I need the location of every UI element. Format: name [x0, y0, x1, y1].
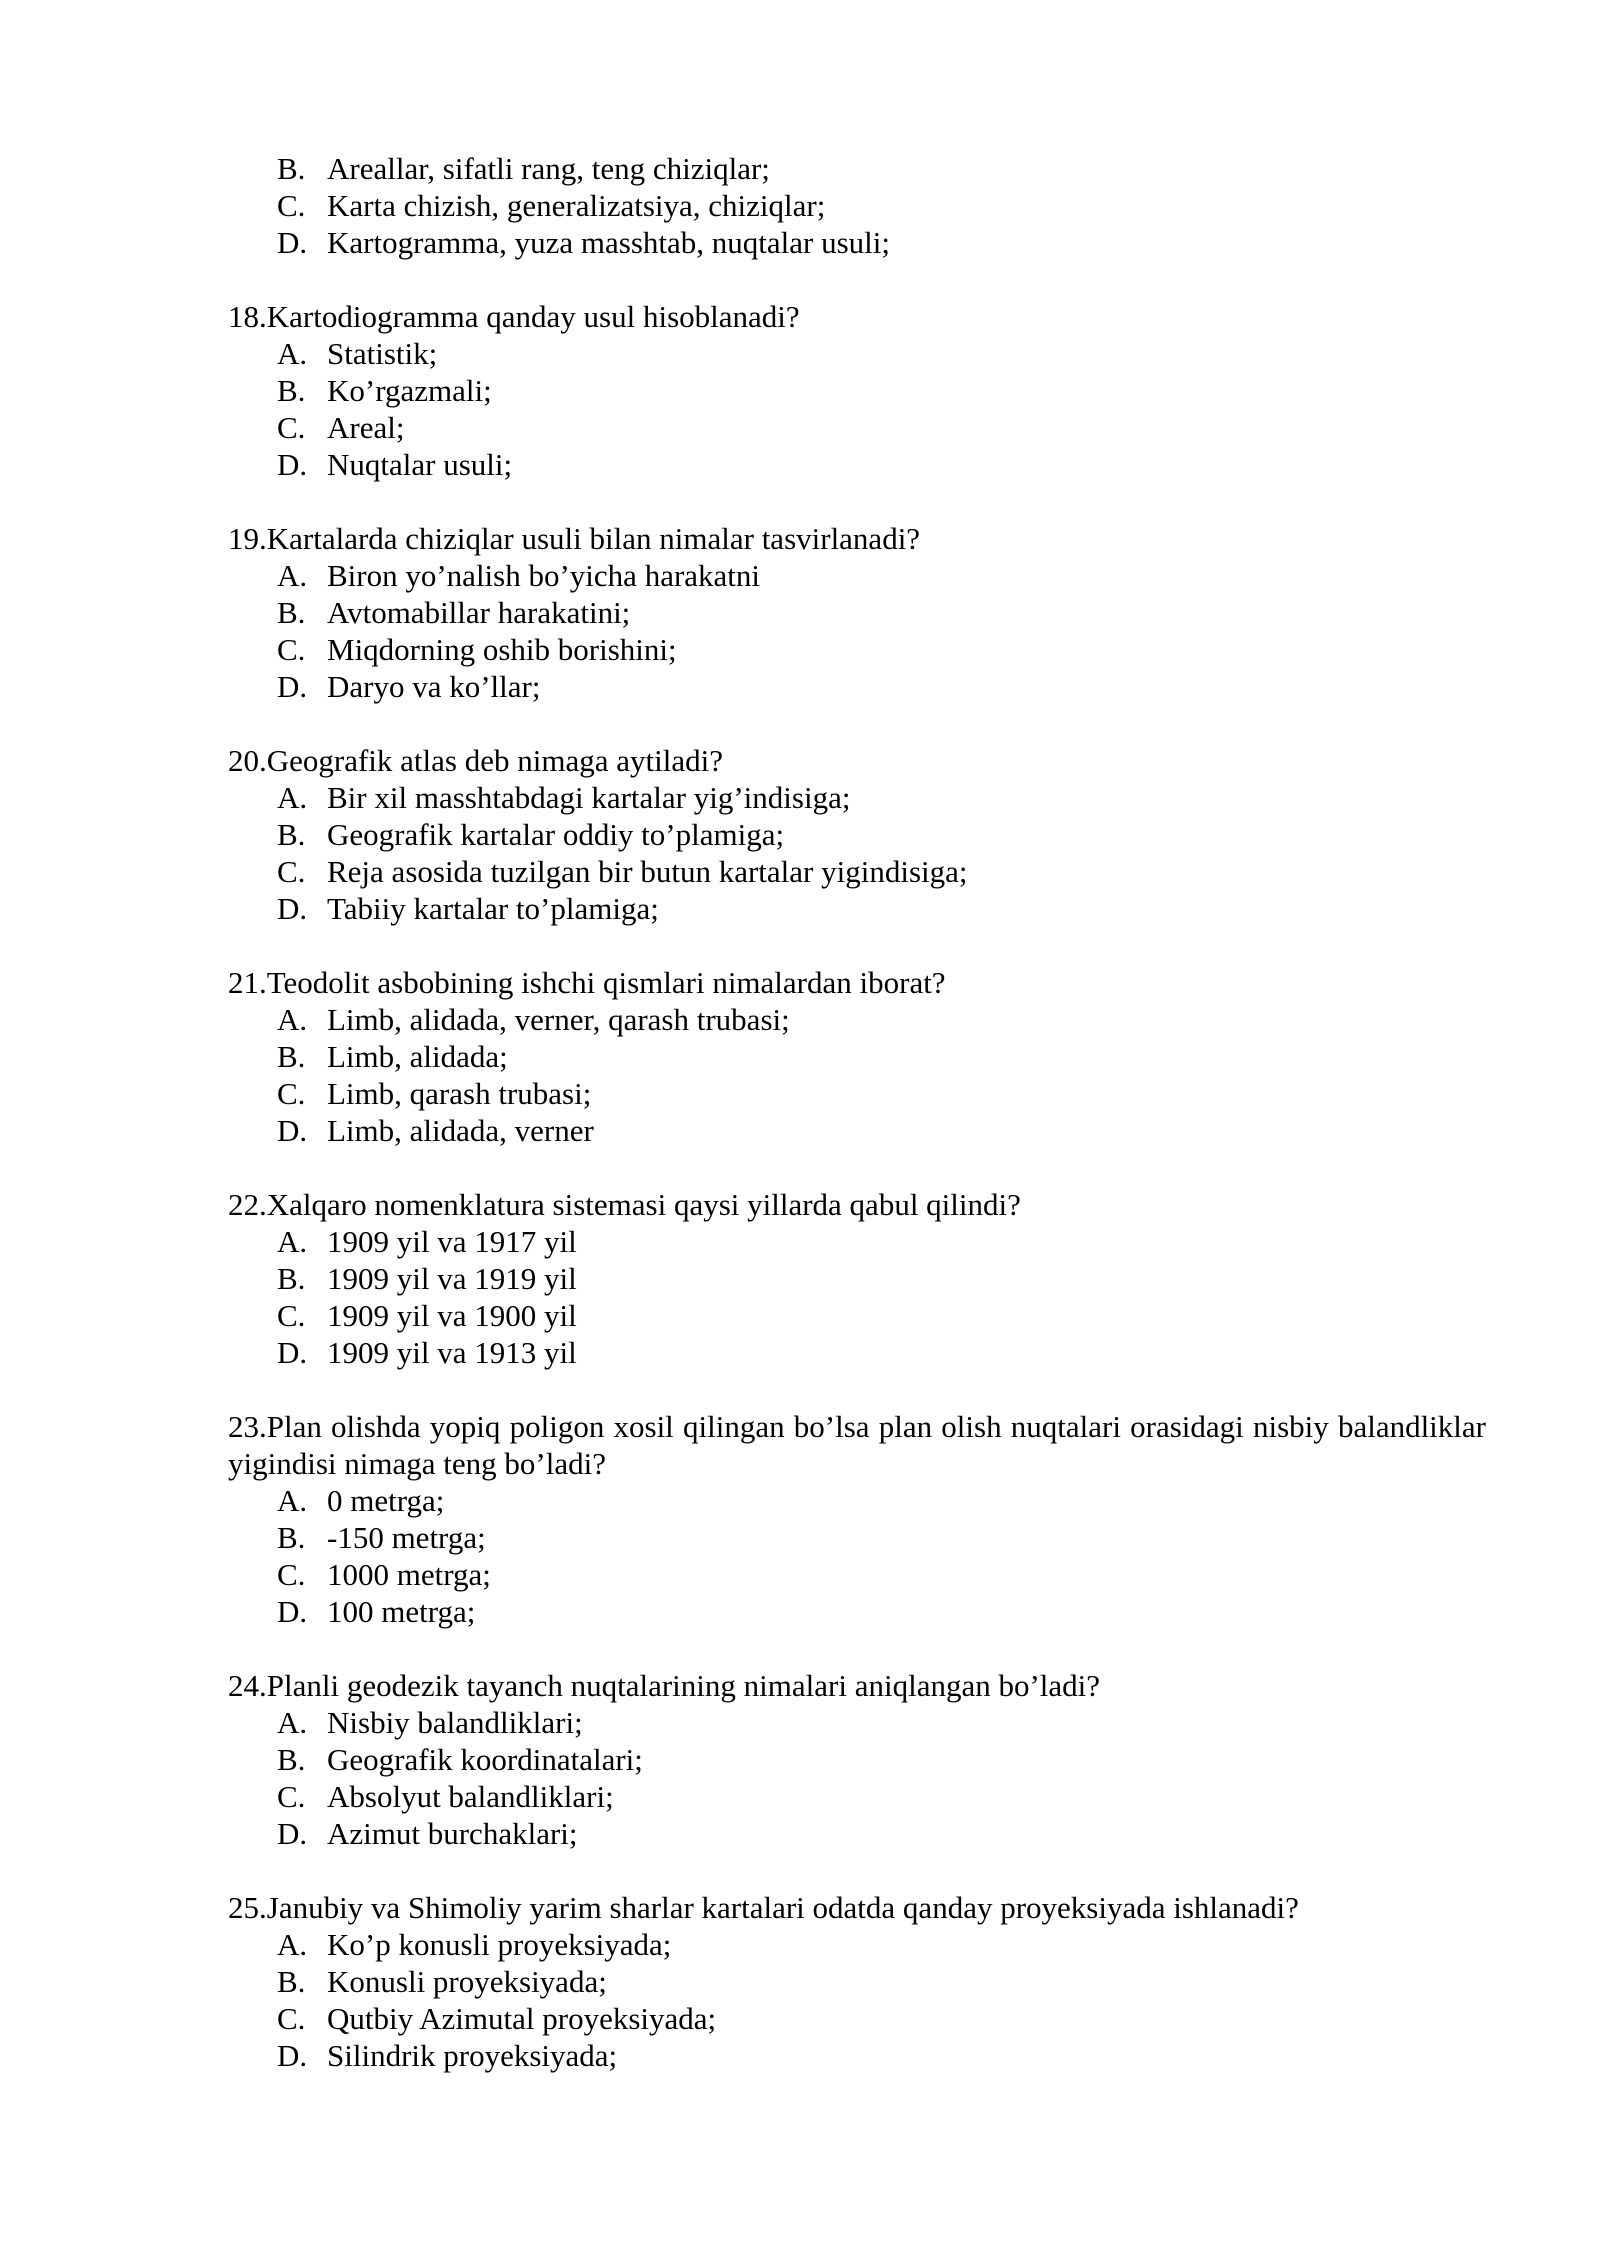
option-text: Karta chizish, generalizatsiya, chiziqlar; [327, 188, 826, 223]
option-letter: D. [277, 669, 308, 704]
option-letter: D. [277, 891, 308, 926]
option-letter: C. [277, 632, 306, 667]
option-text: Statistik; [327, 336, 438, 371]
question-text: Planli geodezik tayanch nuqtalarining nimalari aniqlangan bo’ladi? [266, 1668, 1101, 1703]
option-letter: C. [277, 2001, 306, 2036]
question-block-20 [228, 742, 1486, 927]
option-letter: D. [277, 2038, 308, 2073]
option-item [228, 335, 1486, 372]
option-item [228, 1704, 1486, 1741]
question-block-18 [228, 298, 1486, 483]
question-text-line [228, 964, 1486, 1001]
option-letter: B. [277, 373, 306, 408]
question-text: Kartalarda chiziqlar usuli bilan nimalar tasvirlanadi? [266, 521, 921, 556]
option-item [228, 1778, 1486, 1815]
continued-options [228, 150, 1486, 261]
option-letter: A. [277, 1927, 308, 1962]
question-number: 23. [228, 1409, 267, 1444]
option-letter: A. [277, 1483, 308, 1518]
option-item [228, 1741, 1486, 1778]
option-text: Avtomabillar harakatini; [327, 595, 631, 630]
option-text: Azimut burchaklari; [327, 1816, 578, 1851]
question-text: Xalqaro nomenklatura sistemasi qaysi yillarda qabul qilindi? [266, 1187, 1021, 1222]
option-text: 1909 yil va 1919 yil [327, 1261, 577, 1296]
option-letter: B. [277, 1261, 306, 1296]
option-letter: B. [277, 1964, 306, 1999]
option-letter: A. [277, 1224, 308, 1259]
option-text: 0 metrga; [327, 1483, 445, 1518]
option-letter: C. [277, 854, 306, 889]
question-text: Geografik atlas deb nimaga aytiladi? [266, 743, 723, 778]
option-letter: C. [277, 1076, 306, 1111]
question-text: Plan olishda yopiq poligon xosil qilingan bo’lsa plan olish nuqtalari orasidagi nisbiy balandliklar yigindisi nimaga teng bo’ladi? [228, 1409, 1486, 1481]
option-text: Limb, alidada, verner, qarash trubasi; [327, 1002, 790, 1037]
question-block-24 [228, 1667, 1486, 1852]
option-letter: B. [277, 595, 306, 630]
option-letter: B. [277, 1039, 306, 1074]
option-item [228, 1482, 1486, 1519]
question-number: 20. [228, 743, 267, 778]
option-text: Geografik kartalar oddiy to’plamiga; [327, 817, 785, 852]
question-text-line [228, 1186, 1486, 1223]
option-text: 1909 yil va 1900 yil [327, 1298, 577, 1333]
option-text: Reja asosida tuzilgan bir butun kartalar yigindisiga; [327, 854, 968, 889]
option-letter: D. [277, 447, 308, 482]
option-text: Daryo va ko’llar; [327, 669, 541, 704]
option-letter: B. [277, 1742, 306, 1777]
option-text: Limb, alidada, verner [327, 1113, 594, 1148]
option-letter: A. [277, 336, 308, 371]
option-letter: D. [277, 225, 308, 260]
option-item [228, 409, 1486, 446]
option-text: Konusli proyeksiyada; [327, 1964, 607, 1999]
option-item [228, 2037, 1486, 2074]
question-text-line [228, 1408, 1486, 1482]
option-item [228, 594, 1486, 631]
option-item [228, 557, 1486, 594]
option-item [228, 2000, 1486, 2037]
option-letter: B. [277, 1520, 306, 1555]
option-text: Areal; [327, 410, 405, 445]
question-number: 19. [228, 521, 267, 556]
option-letter: B. [277, 817, 306, 852]
question-text: Janubiy va Shimoliy yarim sharlar kartalari odatda qanday proyeksiyada ishlanadi? [266, 1890, 1299, 1925]
option-item [228, 446, 1486, 483]
option-text: Geografik koordinatalari; [327, 1742, 643, 1777]
option-letter: D. [277, 1335, 308, 1370]
option-text: Nuqtalar usuli; [327, 447, 513, 482]
option-letter: D. [277, 1594, 308, 1629]
option-text: Nisbiy balandliklari; [327, 1705, 583, 1740]
question-number: 18. [228, 299, 267, 334]
option-item [228, 1334, 1486, 1371]
question-block-25 [228, 1889, 1486, 2074]
option-letter: A. [277, 1705, 308, 1740]
option-item [228, 1297, 1486, 1334]
question-text-line [228, 1889, 1486, 1926]
question-block-19 [228, 520, 1486, 705]
option-item [228, 1926, 1486, 1963]
question-block-22 [228, 1186, 1486, 1371]
option-item [228, 1593, 1486, 1630]
option-item [228, 224, 1486, 261]
option-item [228, 1556, 1486, 1593]
option-letter: A. [277, 1002, 308, 1037]
option-letter: A. [277, 558, 308, 593]
option-text: Limb, qarash trubasi; [327, 1076, 592, 1111]
option-item [228, 1963, 1486, 2000]
question-number: 22. [228, 1187, 267, 1222]
option-letter: C. [277, 410, 306, 445]
option-text: Limb, alidada; [327, 1039, 508, 1074]
option-text: Ko’rgazmali; [327, 373, 492, 408]
question-block-21 [228, 964, 1486, 1149]
option-text: Bir xil masshtabdagi kartalar yig’indisiga; [327, 780, 851, 815]
option-text: 1909 yil va 1913 yil [327, 1335, 577, 1370]
question-number: 25. [228, 1890, 267, 1925]
question-text: Teodolit asbobining ishchi qismlari nimalardan iborat? [266, 965, 946, 1000]
option-item [228, 1519, 1486, 1556]
option-text: Areallar, sifatli rang, teng chiziqlar; [327, 151, 770, 186]
option-letter: C. [277, 188, 306, 223]
question-text-line [228, 298, 1486, 335]
document-page [228, 150, 1486, 2074]
option-letter: C. [277, 1557, 306, 1592]
question-text-line [228, 1667, 1486, 1704]
question-text: Kartodiogramma qanday usul hisoblanadi? [266, 299, 800, 334]
option-letter: C. [277, 1298, 306, 1333]
option-item [228, 187, 1486, 224]
option-text: Silindrik proyeksiyada; [327, 2038, 618, 2073]
option-text: 1000 metrga; [327, 1557, 491, 1592]
option-text: Tabiiy kartalar to’plamiga; [327, 891, 659, 926]
option-item [228, 1075, 1486, 1112]
option-item [228, 890, 1486, 927]
option-text: Biron yo’nalish bo’yicha harakatni [327, 558, 761, 593]
option-item [228, 631, 1486, 668]
option-letter: A. [277, 780, 308, 815]
option-letter: D. [277, 1113, 308, 1148]
option-letter: C. [277, 1779, 306, 1814]
option-item [228, 668, 1486, 705]
option-text: 1909 yil va 1917 yil [327, 1224, 577, 1259]
option-item [228, 816, 1486, 853]
question-text-line [228, 742, 1486, 779]
option-item [228, 1001, 1486, 1038]
option-letter: B. [277, 151, 306, 186]
option-text: Kartogramma, yuza masshtab, nuqtalar usuli; [327, 225, 891, 260]
option-text: -150 metrga; [327, 1520, 486, 1555]
question-number: 21. [228, 965, 267, 1000]
option-text: Miqdorning oshib borishini; [327, 632, 677, 667]
question-text-line [228, 520, 1486, 557]
option-item [228, 1815, 1486, 1852]
option-item [228, 1260, 1486, 1297]
question-number: 24. [228, 1668, 267, 1703]
option-text: Absolyut balandliklari; [327, 1779, 614, 1814]
option-text: Ko’p konusli proyeksiyada; [327, 1927, 672, 1962]
option-item [228, 372, 1486, 409]
option-text: 100 metrga; [327, 1594, 476, 1629]
option-text: Qutbiy Azimutal proyeksiyada; [327, 2001, 717, 2036]
option-item [228, 779, 1486, 816]
option-item [228, 1223, 1486, 1260]
option-item [228, 1112, 1486, 1149]
option-item [228, 1038, 1486, 1075]
question-block-23 [228, 1408, 1486, 1630]
option-letter: D. [277, 1816, 308, 1851]
option-item [228, 150, 1486, 187]
option-item [228, 853, 1486, 890]
